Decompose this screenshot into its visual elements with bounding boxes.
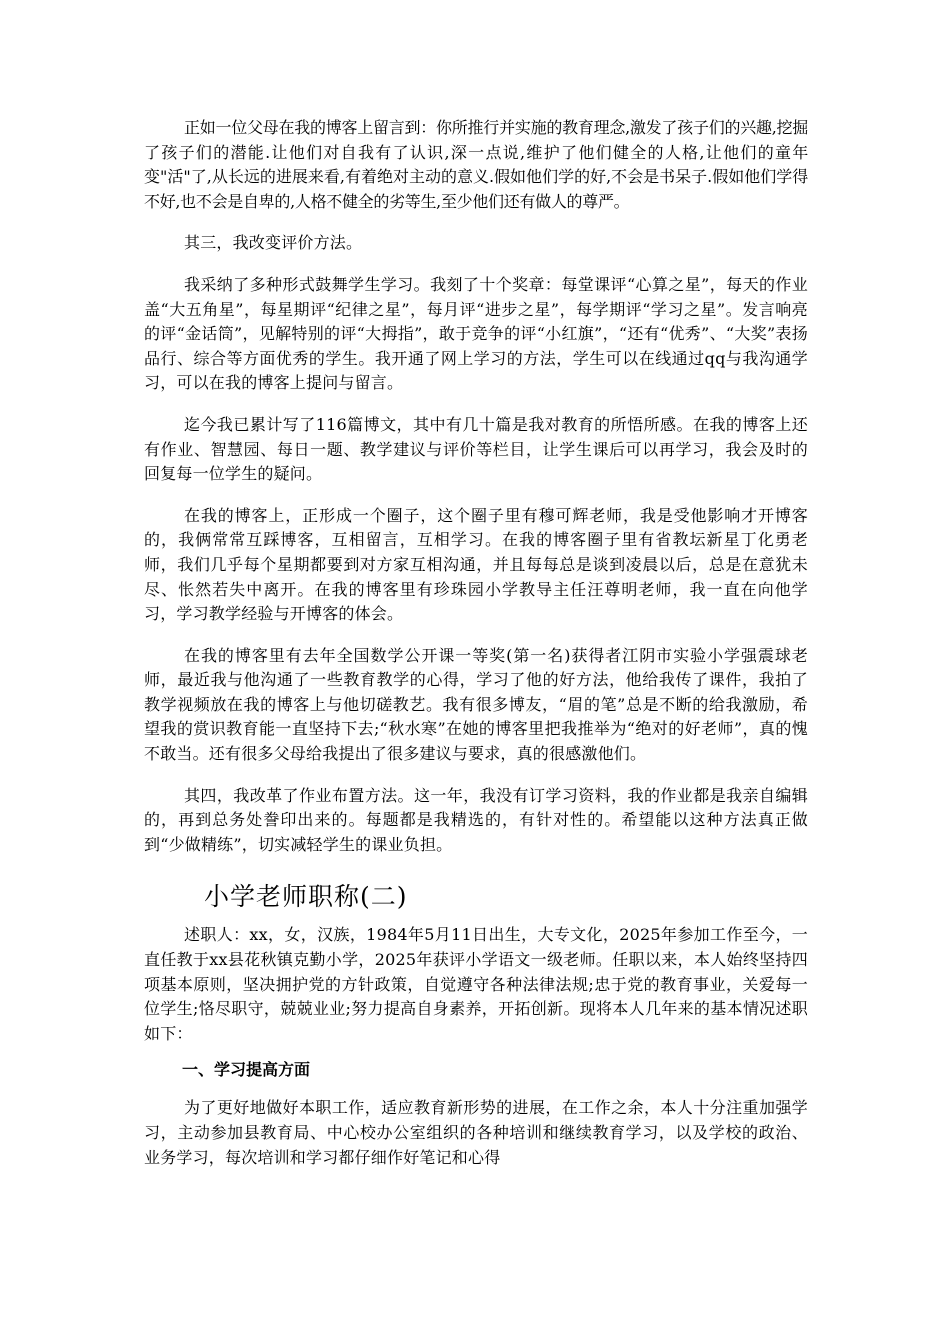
subheading-study: 一、学习提高方面 — [182, 1060, 311, 1080]
paragraph-blog-posts: 迄今我已累计写了116篇博文，其中有几十篇是我对教育的所悟所感。在我的博客上还有作业、智慧园、每日一题、教学建议与评价等栏目，让学生课后可以再学习，我会及时的回复每一位学生的疑问。 — [144, 414, 808, 484]
paragraph-point-four: 其四，我改革了作业布置方法。这一年，我没有订学习资料，我的作业都是我亲自编辑的，再到总务处誊印出来的。每题都是我精选的，有针对性的。希望能以这种方法真正做到“少做精练”，切实减轻学生的课业负担。 — [144, 785, 808, 854]
paragraph-blog-circle: 在我的博客上，正形成一个圈子，这个圈子里有穆可辉老师，我是受他影响才开博客的，我俩常常互踩博客，互相留言，互相学习。在我的博客圈子里有省教坛新星丁化勇老师，我们几乎每个星期都要到对方家互相沟通，并且每每总是谈到凌晨以后，总是在意犹未尽、怅然若失中离开。在我的博客里有珍珠园小学教导主任汪尊明老师，我一直在向他学习，学习教学经验与开博客的体会。 — [144, 505, 808, 624]
section-title: 小学老师职称(二) — [204, 882, 408, 912]
paragraph-intro: 述职人：xx，女，汉族，1984年5月11日出生，大专文化，2025年参加工作至今，一直任教于xx县花秋镇克勤小学，2025年获评小学语文一级老师。任职以来，本人始终坚持四项基本原则，坚决拥护党的方针政策，自觉遵守各种法律法规;忠于党的教育事业，关爱每一位学生;恪尽职守，兢兢业业;努力提高自身素养，开拓创新。现将本人几年来的基本情况述职如下： — [144, 925, 808, 1043]
paragraph-study: 为了更好地做好本职工作，适应教育新形势的进展，在工作之余，本人十分注重加强学习，主动参加县教育局、中心校办公室组织的各种培训和继续教育学习，以及学校的政治、业务学习，每次培训和学习都仔细作好笔记和心得 — [144, 1098, 808, 1167]
paragraph-parent-comment: 正如一位父母在我的博客上留言到：你所推行并实施的教育理念,激发了孩子们的兴趣,挖掘了孩子们的潜能.让他们对自我有了认识,深一点说,维护了他们健全的人格,让他们的童年变"活"了,从长远的进展来看,有着绝对主动的意义.假如他们学的好,不会是书呆子.假如他们学得不好,也不会是自卑的,人格不健全的劣等生,至少他们还有做人的尊严。 — [144, 118, 808, 211]
paragraph-rewards: 我采纳了多种形式鼓舞学生学习。我刻了十个奖章：每堂课评“心算之星”，每天的作业盖“大五角星”，每星期评“纪律之星”，每月评“进步之星”，每学期评“学习之星”。发言响亮的评“金话筒”，见解特别的评“大拇指”，敢于竞争的评“小红旗”，“还有“优秀”、“大奖”表扬品行、综合等方面优秀的学生。我开通了网上学习的方法，学生可以在线通过qq与我沟通学习，可以在我的博客上提问与留言。 — [144, 274, 808, 393]
document-page — [144, 116, 808, 1170]
paragraph-point-three: 其三，我改变评价方法。 — [184, 233, 363, 253]
paragraph-blog-friends: 在我的博客里有去年全国数学公开课一等奖(第一名)获得者江阴市实验小学强震球老师，最近我与他沟通了一些教育教学的心得，学习了他的好方法，他给我传了课件，我拍了教学视频放在我的博客上与他切磋教艺。我有很多博友，“眉的笔”总是不断的给我激励，希望我的赏识教育能一直坚持下去;“秋水寒”在她的博客里把我推举为“绝对的好老师”，真的愧不敢当。还有很多父母给我提出了很多建议与要求，真的很感激他们。 — [144, 645, 808, 764]
